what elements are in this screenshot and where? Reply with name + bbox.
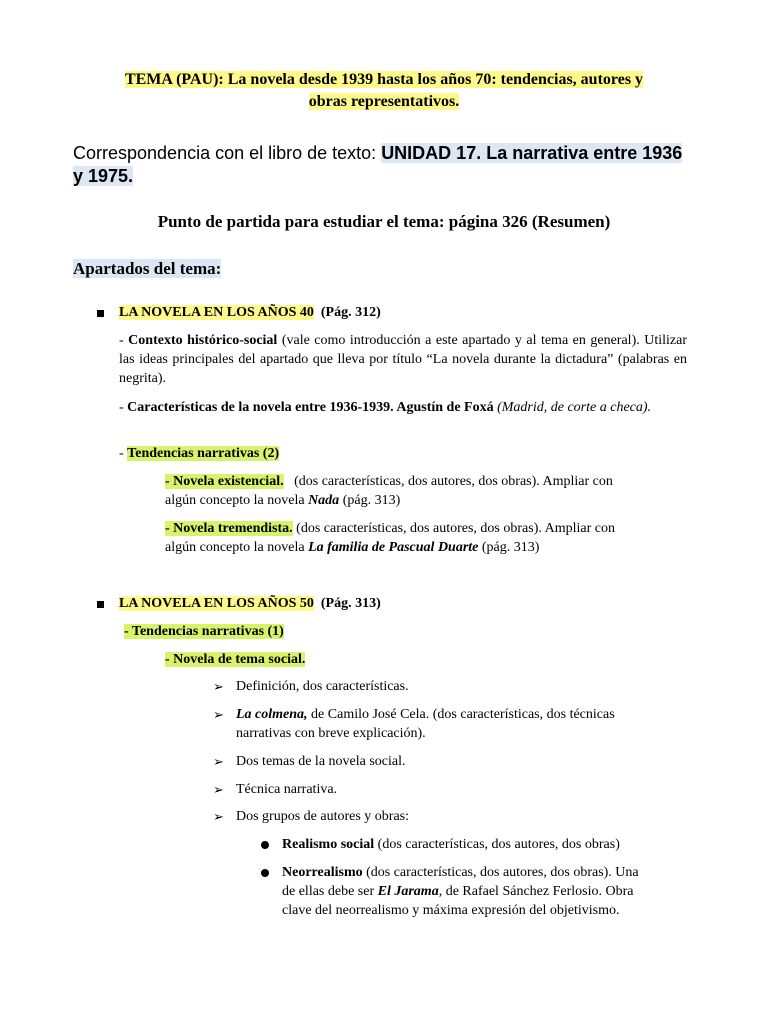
square-bullet-icon: [97, 310, 104, 317]
existential-label: - Novela existencial.: [165, 474, 284, 489]
list-item-groups: Dos grupos de autores y obras:: [236, 809, 410, 824]
tendencies-40: [119, 444, 279, 463]
tendencies-50-text: - Tendencias narrativas (1): [124, 624, 284, 639]
characteristics-paragraph: [119, 398, 689, 417]
round-bullet-icon: [261, 869, 269, 877]
neorealism-rest-2b: , de Rafael Sánchez Ferlosio. Obra: [438, 884, 634, 899]
context-bold: Contexto histórico-social: [128, 333, 278, 348]
group-neorealism: [282, 863, 702, 920]
starting-point: Punto de partida para estudiar el tema: página 326 (Resumen): [157, 212, 611, 231]
sections-heading: [73, 258, 221, 280]
arrow-bullet-icon: ➢: [213, 679, 224, 694]
existential-novel: [165, 472, 695, 510]
correspondence-unit-1: UNIDAD 17. La narrativa entre 1936: [381, 143, 683, 163]
social-novel: [165, 650, 305, 669]
correspondence-prefix: Correspondencia con el libro de texto:: [73, 143, 382, 163]
arrow-bullet-icon: ➢: [213, 707, 224, 722]
arrow-bullet-icon: ➢: [213, 754, 224, 769]
square-bullet-icon: [97, 601, 104, 608]
tremendista-rest-2b: (pág. 313): [478, 540, 540, 555]
section-40-page: (Pág. 312): [320, 305, 381, 320]
existential-rest-2a: algún concepto la novela: [165, 493, 309, 508]
list-item-themes: Dos temas de la novela social.: [236, 754, 406, 769]
la-colmena-rest-2: narrativas con breve explicación).: [236, 726, 426, 741]
tendencies-40-dash: -: [119, 446, 128, 461]
list-item-technique: Técnica narrativa.: [236, 782, 338, 797]
list-item-la-colmena: [236, 705, 676, 743]
title-line-1: TEMA (PAU): La novela desde 1939 hasta los años 70: tendencias, autores y: [124, 71, 644, 88]
neorealism-rest-3: clave del neorrealismo y máxima expresión del objetivismo.: [282, 903, 620, 918]
characteristics-dash: -: [119, 400, 128, 415]
tendencies-40-text: Tendencias narrativas (2): [127, 446, 280, 461]
tremendista-rest-2a: algún concepto la novela: [165, 540, 309, 555]
document-title: [60, 69, 708, 113]
characteristics-bold: Características de la novela entre 1936-1939. Agustín de Foxá: [127, 400, 494, 415]
social-novel-text: - Novela de tema social.: [165, 652, 306, 667]
section-40-heading: [119, 303, 381, 322]
neorealism-rest-2a: de ellas debe ser: [282, 884, 378, 899]
el-jarama-title: El Jarama: [377, 884, 439, 899]
tremendista-rest-1: (dos características, dos autores, dos obras). Ampliar con: [292, 521, 615, 536]
context-rest: (vale como introducción a este apartado y al tema en general). Utilizar las ideas principales del apartado que lleva por título “La novela durante la dictadura” (palabras en negrita).: [119, 333, 687, 386]
section-50-page: (Pág. 313): [320, 596, 381, 611]
context-dash: -: [119, 333, 129, 348]
social-realism-label: Realismo social: [282, 837, 375, 852]
la-colmena-rest-1: de Camilo José Cela. (dos características, dos técnicas: [307, 707, 615, 722]
la-colmena-title: La colmena,: [236, 707, 308, 722]
existential-work: Nada: [308, 493, 340, 508]
list-item-definition: Definición, dos características.: [236, 679, 409, 694]
tremendista-work: La familia de Pascual Duarte: [308, 540, 479, 555]
social-realism-rest: (dos características, dos autores, dos obras): [374, 837, 620, 852]
context-paragraph: [119, 331, 687, 388]
characteristics-italic: (Madrid, de corte a checa).: [493, 400, 652, 415]
tremendista-novel: [165, 519, 695, 557]
section-50-title: LA NOVELA EN LOS AÑOS 50: [119, 596, 314, 611]
round-bullet-icon: [261, 841, 269, 849]
textbook-correspondence: [73, 142, 713, 188]
existential-rest-1: (dos características, dos autores, dos obras). Ampliar con: [283, 474, 613, 489]
existential-rest-2b: (pág. 313): [339, 493, 401, 508]
neorealism-label: Neorrealismo: [282, 865, 363, 880]
group-social-realism: [282, 835, 620, 854]
arrow-bullet-icon: ➢: [213, 809, 224, 824]
section-50-heading: [119, 594, 381, 613]
section-40-title: LA NOVELA EN LOS AÑOS 40: [119, 305, 314, 320]
arrow-bullet-icon: ➢: [213, 782, 224, 797]
tremendista-label: - Novela tremendista.: [165, 521, 293, 536]
correspondence-unit-2: y 1975.: [73, 166, 134, 186]
sections-heading-text: Apartados del tema:: [73, 259, 222, 278]
neorealism-rest-1: (dos características, dos autores, dos obras). Una: [362, 865, 639, 880]
title-line-2: obras representativos.: [308, 93, 460, 110]
tendencies-50: [124, 622, 284, 641]
